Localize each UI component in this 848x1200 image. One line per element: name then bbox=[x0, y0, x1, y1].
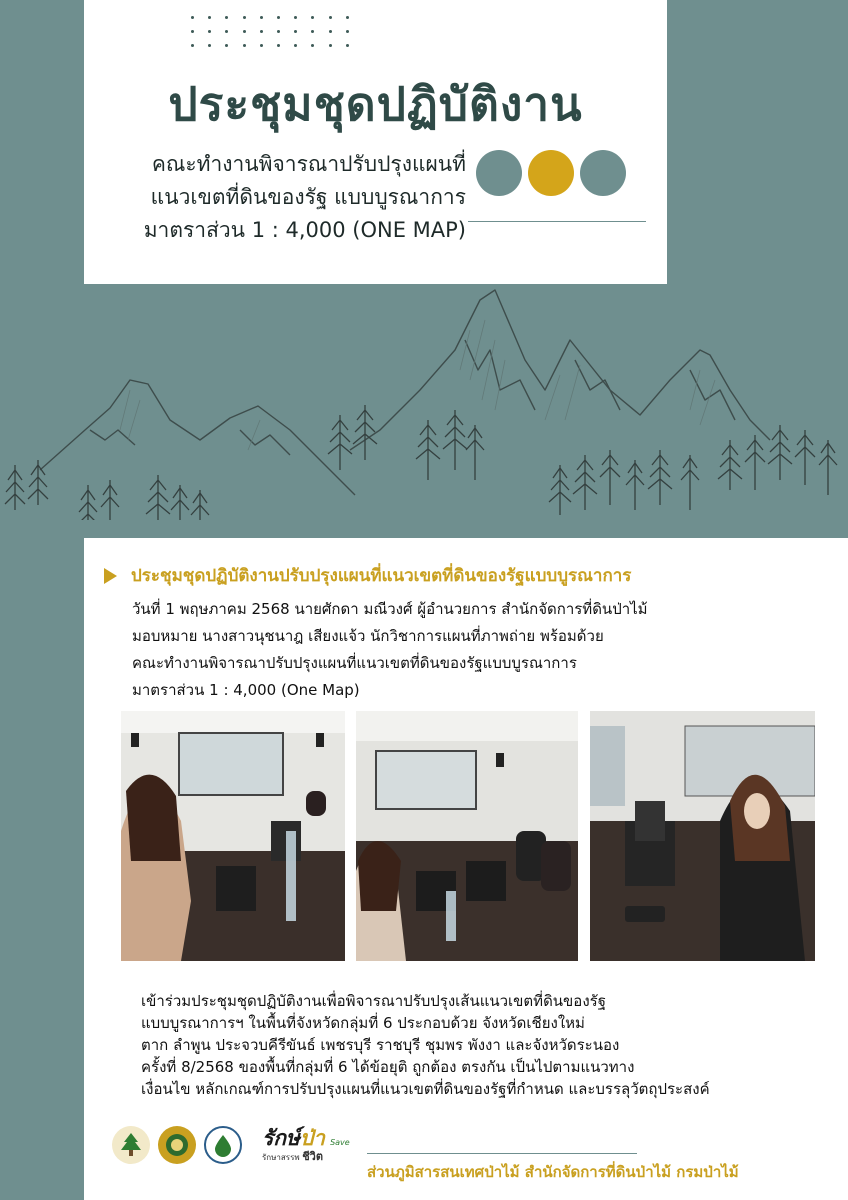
brand-accent: ป่า bbox=[299, 1126, 325, 1150]
circle-icon bbox=[476, 150, 522, 196]
dot-icon bbox=[208, 30, 211, 33]
dot-icon bbox=[277, 16, 280, 19]
subtitle-line: คณะทำงานพิจารณาปรับปรุงแผนที่ bbox=[151, 152, 466, 176]
dot-icon bbox=[346, 44, 349, 47]
summary-line: เข้าร่วมประชุมชุดปฏิบัติงานเพื่อพิจารณาปรับปรุงเส้นแนวเขตที่ดินของรัฐ bbox=[141, 992, 606, 1010]
meeting-photo-3 bbox=[590, 711, 815, 961]
subtitle-line: แนวเขตที่ดินของรัฐ แบบบูรณาการ bbox=[150, 185, 466, 209]
department-seal-icon bbox=[112, 1126, 150, 1164]
dot-icon bbox=[260, 44, 263, 47]
meeting-photo-2 bbox=[356, 711, 578, 961]
meeting-photo-1 bbox=[121, 711, 345, 961]
dot-icon bbox=[260, 30, 263, 33]
header-card bbox=[84, 0, 667, 284]
subtitle-line: มาตราส่วน 1 : 4,000 (ONE MAP) bbox=[143, 218, 466, 242]
dot-icon bbox=[243, 44, 246, 47]
dot-icon bbox=[329, 30, 332, 33]
brand-life: ชีวิต bbox=[302, 1150, 323, 1163]
summary-paragraph bbox=[141, 990, 841, 1100]
dot-icon bbox=[346, 30, 349, 33]
circle-icon bbox=[580, 150, 626, 196]
dot-icon bbox=[225, 44, 228, 47]
dot-icon bbox=[294, 30, 297, 33]
triangle-bullet-icon bbox=[104, 568, 117, 584]
footer-logos bbox=[112, 1126, 350, 1164]
decorative-dots bbox=[184, 10, 356, 52]
intro-line: วันที่ 1 พฤษภาคม 2568 นายศักดา มณีวงศ์ ผู้อำนวยการ สำนักจัดการที่ดินป่าไม้ bbox=[132, 600, 648, 618]
dot-icon bbox=[225, 30, 228, 33]
section-heading-text: ประชุมชุดปฏิบัติงานปรับปรุงแผนที่แนวเขตที่ดินของรัฐแบบบูรณาการ bbox=[131, 566, 632, 586]
dot-icon bbox=[191, 44, 194, 47]
section-heading bbox=[104, 562, 631, 589]
summary-line: แบบบูรณาการฯ ในพื้นที่จังหวัดกลุ่มที่ 6 ประกอบด้วย จังหวัดเชียงใหม่ bbox=[141, 1014, 585, 1032]
dot-icon bbox=[191, 16, 194, 19]
dot-icon bbox=[311, 16, 314, 19]
photo-gallery bbox=[121, 711, 815, 961]
mountain-illustration bbox=[0, 280, 848, 520]
intro-line: มอบหมาย นางสาวนุชนาฎ เสียงแจ้ว นักวิชาการแผนที่ภาพถ่าย พร้อมด้วย bbox=[132, 627, 604, 645]
brand-save: Save bbox=[330, 1138, 350, 1147]
dot-icon bbox=[191, 30, 194, 33]
rak-pa-brand-logo bbox=[262, 1128, 350, 1162]
dot-icon bbox=[346, 16, 349, 19]
brand-main: รักษ์ bbox=[262, 1126, 300, 1150]
dot-icon bbox=[277, 44, 280, 47]
ministry-seal-icon bbox=[158, 1126, 196, 1164]
dot-icon bbox=[243, 30, 246, 33]
dot-icon bbox=[294, 16, 297, 19]
intro-line: คณะทำงานพิจารณาปรับปรุงแผนที่แนวเขตที่ดินของรัฐแบบบูรณาการ bbox=[132, 654, 577, 672]
dot-icon bbox=[243, 16, 246, 19]
footer-divider bbox=[367, 1153, 637, 1154]
content-card bbox=[84, 538, 848, 1200]
dot-icon bbox=[329, 44, 332, 47]
summary-line: เงื่อนไข หลักเกณฑ์การปรับปรุงแผนที่แนวเขตที่ดินของรัฐที่กำหนด และบรรลุวัตถุประสงค์ bbox=[141, 1080, 710, 1098]
subtitle bbox=[84, 148, 466, 247]
dot-icon bbox=[208, 16, 211, 19]
dot-icon bbox=[329, 16, 332, 19]
dot-icon bbox=[277, 30, 280, 33]
dot-icon bbox=[311, 44, 314, 47]
dot-icon bbox=[208, 44, 211, 47]
water-drop-logo-icon bbox=[204, 1126, 242, 1164]
page-title: ประชุมชุดปฏิบัติงาน bbox=[168, 77, 583, 131]
brand-sub: รักษาสรรพ bbox=[262, 1153, 300, 1162]
intro-line: มาตราส่วน 1 : 4,000 (One Map) bbox=[132, 681, 360, 699]
divider bbox=[468, 221, 646, 222]
summary-line: ตาก ลำพูน ประจวบคีรีขันธ์ เพชรบุรี ราชบุรี ชุมพร พังงา และจังหวัดระนอง bbox=[141, 1036, 620, 1054]
dot-icon bbox=[294, 44, 297, 47]
decorative-circles bbox=[476, 150, 626, 196]
dot-icon bbox=[225, 16, 228, 19]
dot-icon bbox=[311, 30, 314, 33]
dot-icon bbox=[260, 16, 263, 19]
circle-icon bbox=[528, 150, 574, 196]
intro-paragraph bbox=[132, 596, 832, 704]
summary-line: ครั้งที่ 8/2568 ของพื้นที่กลุ่มที่ 6 ได้ข้อยุติ ถูกต้อง ตรงกัน เป็นไปตามแนวทาง bbox=[141, 1058, 635, 1076]
organization-name: ส่วนภูมิสารสนเทศป่าไม้ สำนักจัดการที่ดินป่าไม้ กรมป่าไม้ bbox=[367, 1163, 739, 1181]
